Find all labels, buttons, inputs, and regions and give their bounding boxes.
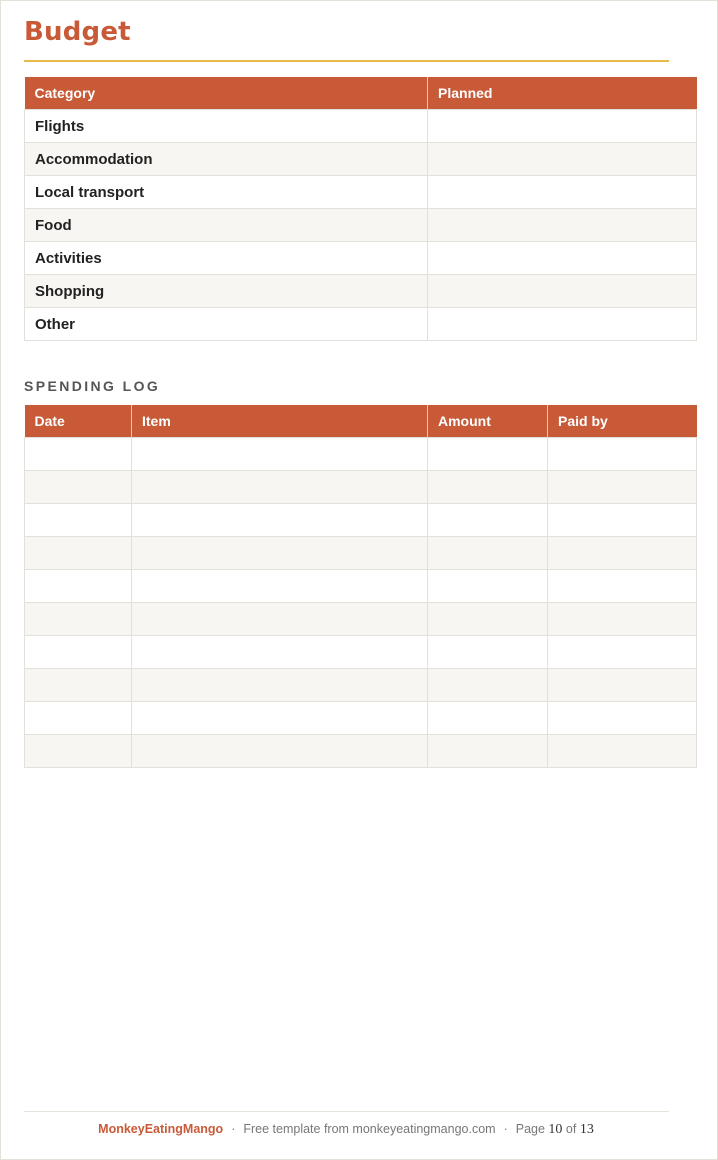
item-cell[interactable] — [132, 603, 428, 636]
item-cell[interactable] — [132, 735, 428, 768]
paid-by-cell[interactable] — [548, 735, 697, 768]
category-cell: Local transport — [25, 176, 428, 209]
amount-cell[interactable] — [428, 702, 548, 735]
footer-divider — [24, 1111, 669, 1112]
spending-log-table — [24, 405, 697, 768]
table-row — [25, 504, 697, 537]
table-row — [25, 275, 697, 308]
date-cell[interactable] — [25, 669, 132, 702]
table-row — [25, 209, 697, 242]
item-cell[interactable] — [132, 438, 428, 471]
table-row — [25, 143, 697, 176]
column-header-amount: Amount — [428, 405, 548, 438]
date-cell[interactable] — [25, 438, 132, 471]
column-header-planned: Planned — [428, 77, 697, 110]
paid-by-cell[interactable] — [548, 537, 697, 570]
page-of: of — [565, 1122, 577, 1136]
category-cell: Activities — [25, 242, 428, 275]
column-header-item: Item — [132, 405, 428, 438]
table-row — [25, 176, 697, 209]
table-row — [25, 242, 697, 275]
planned-cell[interactable] — [428, 209, 697, 242]
column-header-paid-by: Paid by — [548, 405, 697, 438]
category-cell: Flights — [25, 110, 428, 143]
item-cell[interactable] — [132, 471, 428, 504]
footer — [1, 1122, 691, 1138]
budget-table — [24, 77, 697, 341]
spending-log-header-row — [25, 405, 697, 438]
table-row — [25, 110, 697, 143]
item-cell[interactable] — [132, 537, 428, 570]
section-title-spending-log: SPENDING LOG — [24, 378, 161, 394]
budget-header-row — [25, 77, 697, 110]
footer-separator: · — [503, 1122, 508, 1136]
category-cell: Food — [25, 209, 428, 242]
amount-cell[interactable] — [428, 669, 548, 702]
table-row — [25, 636, 697, 669]
planned-cell[interactable] — [428, 308, 697, 341]
column-header-date: Date — [25, 405, 132, 438]
date-cell[interactable] — [25, 603, 132, 636]
planned-cell[interactable] — [428, 110, 697, 143]
date-cell[interactable] — [25, 636, 132, 669]
amount-cell[interactable] — [428, 603, 548, 636]
column-header-category: Category — [25, 77, 428, 110]
planned-cell[interactable] — [428, 242, 697, 275]
category-cell: Shopping — [25, 275, 428, 308]
table-row — [25, 702, 697, 735]
paid-by-cell[interactable] — [548, 504, 697, 537]
page-label: Page — [515, 1122, 545, 1136]
table-row — [25, 570, 697, 603]
item-cell[interactable] — [132, 504, 428, 537]
footer-text: Free template from monkeyeatingmango.com — [243, 1122, 496, 1136]
amount-cell[interactable] — [428, 438, 548, 471]
table-row — [25, 537, 697, 570]
date-cell[interactable] — [25, 735, 132, 768]
footer-brand[interactable]: MonkeyEatingMango — [98, 1122, 224, 1136]
paid-by-cell[interactable] — [548, 636, 697, 669]
date-cell[interactable] — [25, 570, 132, 603]
amount-cell[interactable] — [428, 735, 548, 768]
paid-by-cell[interactable] — [548, 669, 697, 702]
amount-cell[interactable] — [428, 570, 548, 603]
paid-by-cell[interactable] — [548, 438, 697, 471]
paid-by-cell[interactable] — [548, 603, 697, 636]
category-cell: Accommodation — [25, 143, 428, 176]
amount-cell[interactable] — [428, 636, 548, 669]
date-cell[interactable] — [25, 471, 132, 504]
table-row — [25, 438, 697, 471]
date-cell[interactable] — [25, 537, 132, 570]
footer-separator: · — [231, 1122, 236, 1136]
amount-cell[interactable] — [428, 537, 548, 570]
paid-by-cell[interactable] — [548, 471, 697, 504]
table-row — [25, 735, 697, 768]
table-row — [25, 308, 697, 341]
planned-cell[interactable] — [428, 143, 697, 176]
item-cell[interactable] — [132, 669, 428, 702]
page-total: 13 — [579, 1122, 594, 1137]
table-row — [25, 669, 697, 702]
date-cell[interactable] — [25, 504, 132, 537]
amount-cell[interactable] — [428, 504, 548, 537]
paid-by-cell[interactable] — [548, 570, 697, 603]
planned-cell[interactable] — [428, 176, 697, 209]
page-current: 10 — [548, 1122, 563, 1137]
category-cell: Other — [25, 308, 428, 341]
table-row — [25, 471, 697, 504]
page-title: Budget — [24, 17, 131, 47]
paid-by-cell[interactable] — [548, 702, 697, 735]
amount-cell[interactable] — [428, 471, 548, 504]
date-cell[interactable] — [25, 702, 132, 735]
item-cell[interactable] — [132, 702, 428, 735]
table-row — [25, 603, 697, 636]
spending-log-body — [25, 438, 697, 768]
planned-cell[interactable] — [428, 275, 697, 308]
title-divider — [24, 60, 669, 62]
item-cell[interactable] — [132, 570, 428, 603]
item-cell[interactable] — [132, 636, 428, 669]
